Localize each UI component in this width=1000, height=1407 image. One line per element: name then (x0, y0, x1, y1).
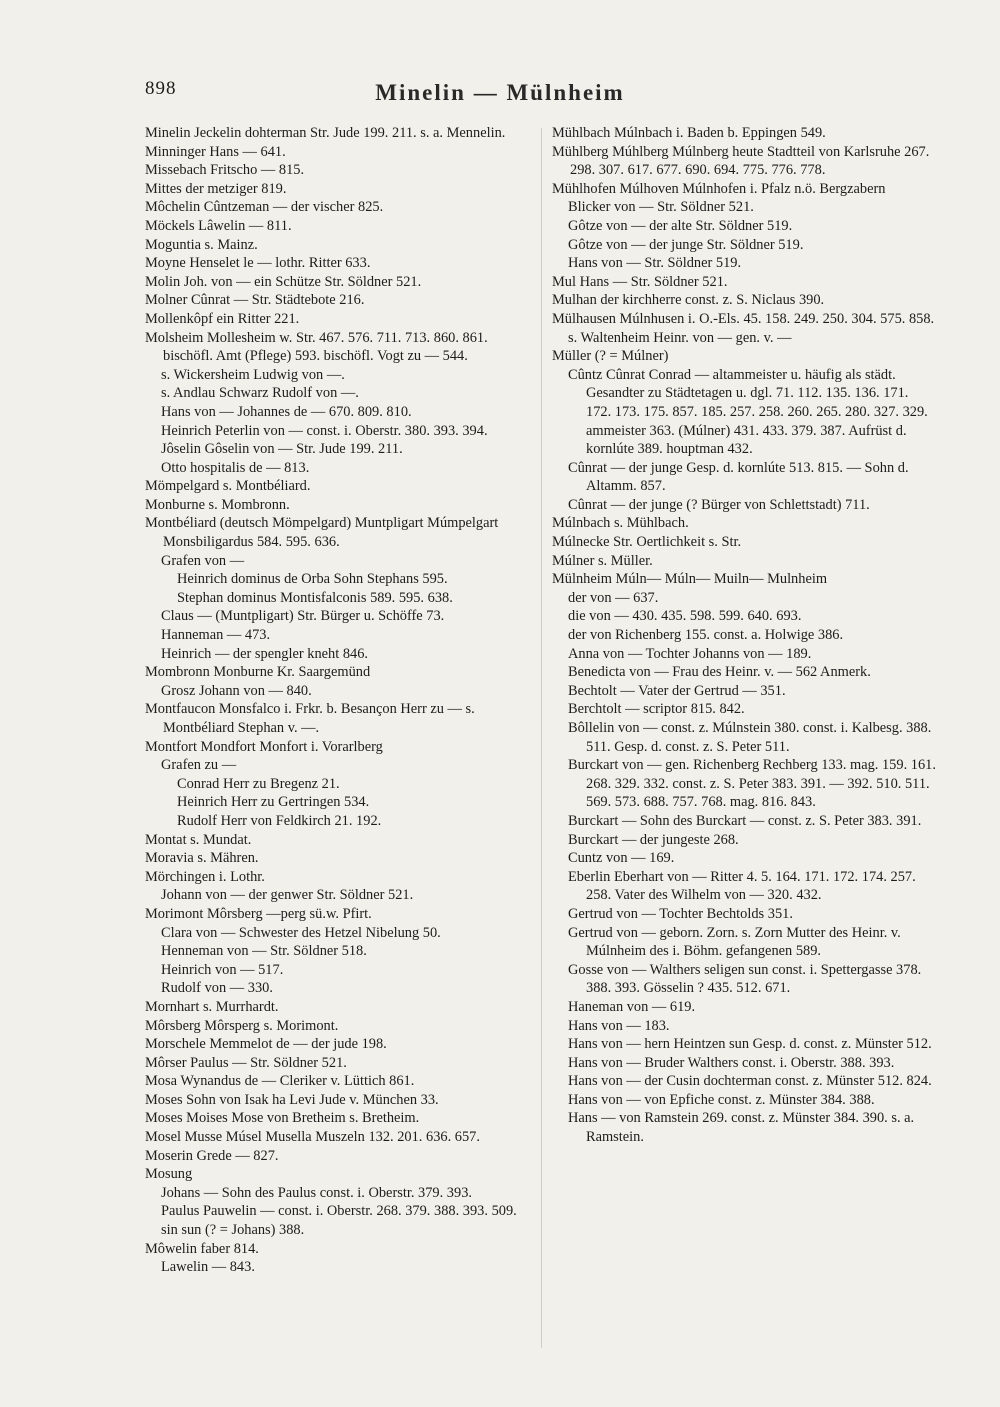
index-entry: s. Wickersheim Ludwig von —. (161, 366, 345, 383)
index-entry: Burckart von — gen. Richenberg Rechberg 133. mag. 159. 161. 268. 329. 332. const. z. S. Peter 383. 391. — 392. 510. 511. 569. 573. 688. 757. 768. mag. 816. 843. (568, 757, 936, 811)
index-entry: Mosa Wynandus de — Cleriker v. Lüttich 861. (145, 1073, 415, 1090)
index-entry: Mulhan der kirchherre const. z. S. Niclaus 390. (552, 292, 825, 309)
index-entry: Mülhausen Múlnhusen i. O.-Els. 45. 158. 249. 250. 304. 575. 858. (552, 310, 935, 327)
index-entry: Montat s. Mundat. (145, 831, 252, 848)
index-entry: Moyne Henselet le — lothr. Ritter 633. (145, 255, 371, 272)
index-entry: Moses Moises Mose von Bretheim s. Bretheim. (145, 1110, 420, 1127)
index-entry: Gôtze von — der junge Str. Söldner 519. (568, 236, 804, 253)
index-entry: Moravia s. Mähren. (145, 850, 259, 867)
index-entry: Múlnbach s. Mühlbach. (552, 515, 689, 532)
index-entry: Rudolf von — 330. (161, 980, 273, 997)
index-entry: der von — 637. (568, 589, 659, 606)
index-entry: Mörchingen i. Lothr. (145, 868, 265, 885)
index-entry: Berchtolt — scriptor 815. 842. (568, 701, 745, 718)
index-entry: Gosse von — Walthers seligen sun const. i. Spettergasse 378. 388. 393. Gösselin ? 435. 512. 671. (568, 961, 922, 997)
index-entry: Möckels Lâwelin — 811. (145, 217, 292, 234)
index-entry: Heinrich dominus de Orba Sohn Stephans 595. (177, 571, 448, 588)
index-entry: Mittes der metziger 819. (145, 180, 287, 197)
index-entry: Mühlbach Múlnbach i. Baden b. Eppingen 549. (552, 125, 826, 141)
index-entry: Minninger Hans — 641. (145, 143, 286, 160)
index-entry: Bôllelin von — const. z. Múlnstein 380. const. i. Kalbesg. 388. 511. Gesp. d. const. z. S. Peter 511. (568, 720, 932, 755)
index-entry: Gôtze von — der alte Str. Söldner 519. (568, 217, 793, 234)
index-entry: Monburne s. Mombronn. (145, 496, 290, 513)
index-entry: der von Richenberg 155. const. a. Holwige 386. (568, 627, 844, 644)
index-entry: Cûnrat — der junge (? Bürger von Schlettstadt) 711. (568, 496, 870, 513)
index-entry: Burckart — Sohn des Burckart — const. z. S. Peter 383. 391. (568, 812, 922, 829)
page-number: 898 (145, 78, 177, 99)
index-entry: Morimont Môrsberg —perg sü.w. Pfirt. (145, 905, 372, 922)
index-entry: sin sun (? = Johans) 388. (161, 1222, 305, 1239)
index-entry: Montfort Mondfort Monfort i. Vorarlberg (145, 738, 383, 755)
index-entry: Henneman von — Str. Söldner 518. (161, 943, 367, 960)
index-entry: Anna von — Tochter Johanns von — 189. (568, 645, 812, 662)
index-entry: Cuntz von — 169. (568, 850, 675, 867)
index-entry: Mühlberg Múhlberg Múlnberg heute Stadtteil von Karlsruhe 267. 298. 307. 617. 677. 690. 694. 775. 776. 778. (552, 143, 930, 179)
index-entry: Heinrich von — 517. (161, 961, 284, 978)
index-entry: Molner Cûnrat — Str. Städtebote 216. (145, 292, 365, 309)
index-entry: Heinrich — der spengler kneht 846. (161, 645, 369, 662)
index-entry: Jôselin Gôselin von — Str. Jude 199. 211. (161, 441, 403, 458)
index-entry: Molin Joh. von — ein Schütze Str. Söldner 521. (145, 273, 422, 290)
index-entry: Hans von — Str. Söldner 519. (568, 255, 742, 272)
index-entry: Molsheim Mollesheim w. Str. 467. 576. 711. 713. 860. 861. bischöfl. Amt (Pflege) 593. bischöfl. Vogt zu — 544. (145, 329, 488, 365)
index-entry: Hans von — 183. (568, 1017, 670, 1034)
left-index-column (145, 124, 535, 1277)
index-entry: Gertrud von — Tochter Bechtolds 351. (568, 905, 793, 922)
index-entry: Johans — Sohn des Paulus const. i. Oberstr. 379. 393. (161, 1184, 472, 1201)
index-entry: Mülnheim Múln— Múln— Muiln— Mulnheim (552, 571, 828, 588)
index-entry: Múlnecke Str. Oertlichkeit s. Str. (552, 534, 742, 551)
index-entry: Mombronn Monburne Kr. Saargemünd (145, 664, 371, 681)
index-entry: Stephan dominus Montisfalconis 589. 595. 638. (177, 589, 453, 606)
index-entry: Missebach Fritscho — 815. (145, 162, 305, 179)
index-entry: Môrser Paulus — Str. Söldner 521. (145, 1054, 347, 1071)
index-entry: Paulus Pauwelin — const. i. Oberstr. 268. 379. 388. 393. 509. (161, 1203, 517, 1220)
index-entry: Môchelin Cûntzeman — der vischer 825. (145, 199, 384, 216)
index-entry: Hanneman — 473. (161, 627, 271, 644)
index-entry: Múlner s. Müller. (552, 552, 653, 569)
index-entry: Benedicta von — Frau des Heinr. v. — 562 Anmerk. (568, 664, 871, 681)
index-entry: Môwelin faber 814. (145, 1240, 259, 1257)
index-entry: Bechtolt — Vater der Gertrud — 351. (568, 682, 786, 699)
index-entry: Lawelin — 843. (161, 1259, 255, 1276)
index-entry: Gertrud von — geborn. Zorn. s. Zorn Mutter des Heinr. v. Múlnheim des i. Böhm. gefangenen 589. (568, 924, 901, 960)
index-entry: Rudolf Herr von Feldkirch 21. 192. (177, 812, 382, 829)
index-entry: Mollenkôpf ein Ritter 221. (145, 310, 300, 327)
index-entry: Hans — von Ramstein 269. const. z. Münster 384. 390. s. a. Ramstein. (568, 1110, 915, 1146)
index-entry: Hans von — hern Heintzen sun Gesp. d. const. z. Münster 512. (568, 1036, 932, 1053)
index-entry: Hans von — der Cusin dochterman const. z. Münster 512. 824. (568, 1073, 932, 1090)
index-entry: Mühlhofen Múlhoven Múlnhofen i. Pfalz n.ö. Bergzabern (552, 180, 886, 197)
index-entry: Montfaucon Monsfalco i. Frkr. b. Besançon Herr zu — s. Montbéliard Stephan v. —. (145, 701, 475, 736)
right-index-column (552, 124, 937, 1147)
index-entry: Müller (? = Múlner) (552, 348, 669, 365)
index-entry: Cûntz Cûnrat Conrad — altammeister u. häufig als städt. Gesandter zu Städtetagen u. dgl. 71. 112. 135. 136. 171. 172. 173. 175. 857. 185. 257. 258. 260. 265. 280. 327. 329. ammeister 363. (Múlner) 431. 433. 379. 387. Aufrüst d. kornlúte 389. houptman 432. (568, 366, 928, 458)
index-entry: die von — 430. 435. 598. 599. 640. 693. (568, 608, 802, 625)
index-entry: Morschele Memmelot de — der jude 198. (145, 1036, 387, 1053)
index-entry: Moserin Grede — 827. (145, 1147, 279, 1164)
index-entry: Moses Sohn von Isak ha Levi Jude v. München 33. (145, 1091, 439, 1108)
index-entry: Claus — (Muntpligart) Str. Bürger u. Schöffe 73. (161, 608, 445, 625)
index-entry: Otto hospitalis de — 813. (161, 459, 310, 476)
index-entry: Mosel Musse Músel Musella Muszeln 132. 201. 636. 657. (145, 1129, 480, 1146)
index-entry: Clara von — Schwester des Hetzel Nibelung 50. (161, 924, 441, 941)
index-entry: Mosung (145, 1166, 193, 1183)
index-entry: Hans von — Bruder Walthers const. i. Oberstr. 388. 393. (568, 1054, 895, 1071)
index-entry: Grosz Johann von — 840. (161, 682, 312, 699)
index-entry: Heinrich Herr zu Gertringen 534. (177, 794, 370, 811)
index-entry: Heinrich Peterlin von — const. i. Oberstr. 380. 393. 394. (161, 422, 488, 439)
index-entry: Mornhart s. Murrhardt. (145, 998, 279, 1015)
index-entry: Eberlin Eberhart von — Ritter 4. 5. 164. 171. 172. 174. 257. 258. Vater des Wilhelm von — 320. 432. (568, 868, 916, 904)
index-entry: Blicker von — Str. Söldner 521. (568, 199, 754, 216)
index-entry: Grafen zu — (161, 757, 237, 774)
index-entry: s. Andlau Schwarz Rudolf von —. (161, 385, 359, 402)
index-entry: Johann von — der genwer Str. Söldner 521. (161, 887, 414, 904)
index-entry: Hans von — von Epfiche const. z. Münster 384. 388. (568, 1091, 875, 1108)
running-head: Minelin — Mülnheim (375, 80, 625, 105)
index-entry: Haneman von — 619. (568, 998, 696, 1015)
index-entry: Grafen von — (161, 552, 245, 569)
index-entry: Conrad Herr zu Bregenz 21. (177, 775, 340, 792)
index-entry: Môrsberg Môrsperg s. Morimont. (145, 1017, 339, 1034)
column-divider (541, 128, 542, 1348)
index-entry: Mömpelgard s. Montbéliard. (145, 478, 311, 495)
index-entry: Minelin Jeckelin dohterman Str. Jude 199. 211. s. a. Mennelin. (145, 125, 506, 141)
index-entry: Mul Hans — Str. Söldner 521. (552, 273, 728, 290)
index-entry: Hans von — Johannes de — 670. 809. 810. (161, 403, 412, 420)
index-entry: Montbéliard (deutsch Mömpelgard) Muntpligart Múmpelgart Monsbiligardus 584. 595. 636. (145, 515, 499, 551)
index-entry: Cûnrat — der junge Gesp. d. kornlúte 513. 815. — Sohn d. Altamm. 857. (568, 459, 909, 495)
index-entry: Burckart — der jungeste 268. (568, 831, 739, 848)
index-entry: Moguntia s. Mainz. (145, 236, 258, 253)
index-entry: s. Waltenheim Heinr. von — gen. v. — (568, 329, 792, 346)
